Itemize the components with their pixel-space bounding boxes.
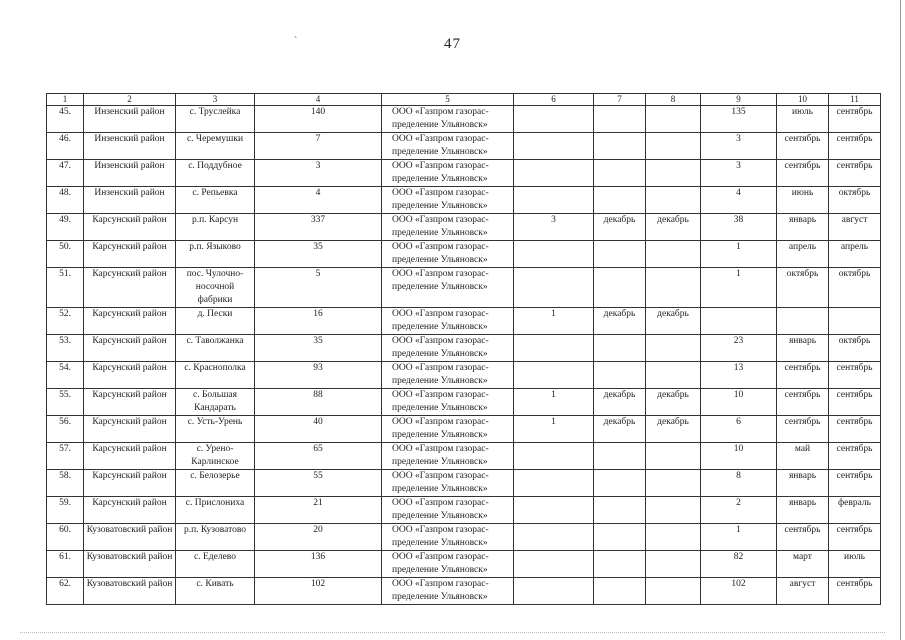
cell-c1: 62. <box>47 578 84 605</box>
table-row <box>47 187 881 214</box>
cell-c11: сентябрь <box>829 416 881 443</box>
cell-c1: 61. <box>47 551 84 578</box>
operator-cell <box>382 335 514 362</box>
cell-c8 <box>646 335 701 362</box>
page-edge-line <box>900 0 901 640</box>
cell-c6 <box>514 335 594 362</box>
operator-cell <box>382 133 514 160</box>
cell-c1: 57. <box>47 443 84 470</box>
cell-c10: июль <box>777 106 829 133</box>
operator-line-1: ООО «Газпром газорас- <box>392 134 489 144</box>
cell-c11: июль <box>829 551 881 578</box>
cell-c9: 3 <box>701 160 777 187</box>
operator-line-1: ООО «Газпром газорас- <box>392 471 489 481</box>
column-number-row <box>47 94 881 106</box>
operator-line-1: ООО «Газпром газорас- <box>392 363 489 373</box>
cell-c6 <box>514 106 594 133</box>
cell-c2: Кузоватовский район <box>84 551 176 578</box>
cell-c8 <box>646 443 701 470</box>
cell-c7 <box>594 362 646 389</box>
cell-c3: с. Труслейка <box>176 106 255 133</box>
column-number: 3 <box>176 94 255 106</box>
operator-line-2: пределение Ульяновск» <box>392 403 488 413</box>
scan-artifact-line <box>20 632 885 633</box>
operator-line-1: ООО «Газпром газорас- <box>392 161 489 171</box>
table-row <box>47 241 881 268</box>
table-row <box>47 416 881 443</box>
cell-c10: январь <box>777 497 829 524</box>
table-row <box>47 133 881 160</box>
column-number: 9 <box>701 94 777 106</box>
operator-line-1: ООО «Газпром газорас- <box>392 336 489 346</box>
cell-c7: декабрь <box>594 389 646 416</box>
cell-c7 <box>594 160 646 187</box>
cell-c11: апрель <box>829 241 881 268</box>
cell-c9: 10 <box>701 443 777 470</box>
column-number: 10 <box>777 94 829 106</box>
operator-line-2: пределение Ульяновск» <box>392 484 488 494</box>
cell-c6 <box>514 551 594 578</box>
operator-line-1: ООО «Газпром газорас- <box>392 242 489 252</box>
cell-c10: сентябрь <box>777 389 829 416</box>
operator-line-2: пределение Ульяновск» <box>392 511 488 521</box>
page-number: 47 <box>444 36 461 52</box>
cell-c3: д. Пески <box>176 308 255 335</box>
cell-c11: октябрь <box>829 268 881 308</box>
column-number: 8 <box>646 94 701 106</box>
cell-c6: 3 <box>514 214 594 241</box>
cell-c6 <box>514 497 594 524</box>
operator-line-2: пределение Ульяновск» <box>392 538 488 548</box>
cell-c4: 40 <box>255 416 382 443</box>
operator-line-2: пределение Ульяновск» <box>392 322 488 332</box>
cell-c8 <box>646 268 701 308</box>
cell-c3: с. Репьевка <box>176 187 255 214</box>
cell-c7 <box>594 106 646 133</box>
cell-c2: Карсунский район <box>84 241 176 268</box>
cell-c10: сентябрь <box>777 160 829 187</box>
cell-c4: 136 <box>255 551 382 578</box>
operator-cell <box>382 106 514 133</box>
cell-c4: 21 <box>255 497 382 524</box>
cell-c6 <box>514 268 594 308</box>
cell-c2: Инзенский район <box>84 133 176 160</box>
operator-line-2: пределение Ульяновск» <box>392 120 488 130</box>
operator-line-1: ООО «Газпром газорас- <box>392 390 489 400</box>
cell-c9: 13 <box>701 362 777 389</box>
cell-c9: 10 <box>701 389 777 416</box>
cell-c8: декабрь <box>646 389 701 416</box>
operator-cell <box>382 362 514 389</box>
table-row <box>47 106 881 133</box>
cell-c7 <box>594 335 646 362</box>
column-number: 4 <box>255 94 382 106</box>
table-row <box>47 497 881 524</box>
cell-c10: январь <box>777 335 829 362</box>
cell-c7: декабрь <box>594 416 646 443</box>
column-number: 7 <box>594 94 646 106</box>
cell-c10: сентябрь <box>777 524 829 551</box>
cell-c7 <box>594 497 646 524</box>
cell-c6 <box>514 160 594 187</box>
cell-c7 <box>594 443 646 470</box>
cell-c10: сентябрь <box>777 416 829 443</box>
cell-c2: Кузоватовский район <box>84 578 176 605</box>
table-row <box>47 362 881 389</box>
cell-c4: 102 <box>255 578 382 605</box>
cell-c9: 8 <box>701 470 777 497</box>
cell-c10: май <box>777 443 829 470</box>
cell-c2: Карсунский район <box>84 362 176 389</box>
cell-c1: 45. <box>47 106 84 133</box>
operator-line-1: ООО «Газпром газорас- <box>392 444 489 454</box>
cell-c3: р.п. Языково <box>176 241 255 268</box>
cell-c3: с. Еделево <box>176 551 255 578</box>
cell-c8 <box>646 187 701 214</box>
table-row <box>47 268 881 308</box>
cell-c11: сентябрь <box>829 160 881 187</box>
operator-line-1: ООО «Газпром газорас- <box>392 525 489 535</box>
table-row <box>47 308 881 335</box>
cell-c3: с. Кивать <box>176 578 255 605</box>
cell-c2: Инзенский район <box>84 160 176 187</box>
operator-cell <box>382 214 514 241</box>
cell-c6 <box>514 187 594 214</box>
cell-c1: 47. <box>47 160 84 187</box>
operator-line-1: ООО «Газпром газорас- <box>392 579 489 589</box>
operator-line-1: ООО «Газпром газорас- <box>392 215 489 225</box>
cell-c11: сентябрь <box>829 443 881 470</box>
cell-c7: декабрь <box>594 214 646 241</box>
table-row <box>47 578 881 605</box>
cell-c8: декабрь <box>646 308 701 335</box>
operator-line-2: пределение Ульяновск» <box>392 282 488 292</box>
cell-c2: Инзенский район <box>84 187 176 214</box>
cell-c7 <box>594 551 646 578</box>
cell-c8: декабрь <box>646 214 701 241</box>
operator-line-2: пределение Ульяновск» <box>392 457 488 467</box>
cell-c10: сентябрь <box>777 133 829 160</box>
cell-c9: 4 <box>701 187 777 214</box>
cell-c2: Карсунский район <box>84 389 176 416</box>
cell-c10: март <box>777 551 829 578</box>
operator-line-2: пределение Ульяновск» <box>392 228 488 238</box>
cell-c7: декабрь <box>594 308 646 335</box>
operator-cell <box>382 416 514 443</box>
cell-c6: 1 <box>514 416 594 443</box>
cell-c11: октябрь <box>829 335 881 362</box>
cell-c11: сентябрь <box>829 524 881 551</box>
column-number: 1 <box>47 94 84 106</box>
operator-line-1: ООО «Газпром газорас- <box>392 309 489 319</box>
cell-c1: 58. <box>47 470 84 497</box>
cell-c11: сентябрь <box>829 578 881 605</box>
operator-cell <box>382 578 514 605</box>
cell-c7 <box>594 187 646 214</box>
cell-c1: 59. <box>47 497 84 524</box>
cell-c2: Инзенский район <box>84 106 176 133</box>
cell-c8 <box>646 160 701 187</box>
cell-c1: 52. <box>47 308 84 335</box>
operator-line-1: ООО «Газпром газорас- <box>392 498 489 508</box>
cell-c11: февраль <box>829 497 881 524</box>
operator-line-1: ООО «Газпром газорас- <box>392 269 489 279</box>
cell-c10: январь <box>777 214 829 241</box>
cell-c1: 49. <box>47 214 84 241</box>
column-number: 5 <box>382 94 514 106</box>
gasification-schedule-table <box>46 93 881 605</box>
cell-c9: 102 <box>701 578 777 605</box>
table-row <box>47 214 881 241</box>
cell-c2: Карсунский район <box>84 308 176 335</box>
cell-c4: 337 <box>255 214 382 241</box>
operator-cell <box>382 268 514 308</box>
cell-c9: 1 <box>701 241 777 268</box>
cell-c1: 48. <box>47 187 84 214</box>
operator-cell <box>382 551 514 578</box>
operator-line-2: пределение Ульяновск» <box>392 201 488 211</box>
cell-c9: 82 <box>701 551 777 578</box>
table-row <box>47 389 881 416</box>
cell-c4: 35 <box>255 335 382 362</box>
cell-c8: декабрь <box>646 416 701 443</box>
scan-tick-mark: ` <box>294 36 298 47</box>
cell-c4: 4 <box>255 187 382 214</box>
table-row <box>47 335 881 362</box>
cell-c3: р.п. Карсун <box>176 214 255 241</box>
cell-c9 <box>701 308 777 335</box>
cell-c2: Карсунский район <box>84 268 176 308</box>
cell-c8 <box>646 551 701 578</box>
operator-line-2: пределение Ульяновск» <box>392 592 488 602</box>
cell-c9: 2 <box>701 497 777 524</box>
cell-c7 <box>594 524 646 551</box>
cell-c9: 23 <box>701 335 777 362</box>
cell-c4: 93 <box>255 362 382 389</box>
cell-c7 <box>594 133 646 160</box>
operator-line-2: пределение Ульяновск» <box>392 430 488 440</box>
operator-line-1: ООО «Газпром газорас- <box>392 107 489 117</box>
cell-c4: 55 <box>255 470 382 497</box>
cell-c3: с. Урено-Карлинское <box>176 443 255 470</box>
cell-c11: август <box>829 214 881 241</box>
table-row <box>47 551 881 578</box>
operator-cell <box>382 443 514 470</box>
operator-line-2: пределение Ульяновск» <box>392 349 488 359</box>
operator-cell <box>382 389 514 416</box>
operator-line-2: пределение Ульяновск» <box>392 565 488 575</box>
cell-c10: октябрь <box>777 268 829 308</box>
cell-c11: сентябрь <box>829 470 881 497</box>
operator-line-2: пределение Ульяновск» <box>392 147 488 157</box>
operator-line-1: ООО «Газпром газорас- <box>392 552 489 562</box>
cell-c2: Кузоватовский район <box>84 524 176 551</box>
cell-c6: 1 <box>514 308 594 335</box>
cell-c6 <box>514 524 594 551</box>
cell-c3: с. Прислониха <box>176 497 255 524</box>
cell-c3: с. Таволжанка <box>176 335 255 362</box>
cell-c4: 88 <box>255 389 382 416</box>
cell-c1: 56. <box>47 416 84 443</box>
operator-cell <box>382 308 514 335</box>
cell-c2: Карсунский район <box>84 416 176 443</box>
cell-c3: с. Белозерье <box>176 470 255 497</box>
operator-line-1: ООО «Газпром газорас- <box>392 417 489 427</box>
table-row <box>47 524 881 551</box>
cell-c10: август <box>777 578 829 605</box>
cell-c7 <box>594 268 646 308</box>
cell-c2: Карсунский район <box>84 214 176 241</box>
cell-c4: 20 <box>255 524 382 551</box>
table-row <box>47 470 881 497</box>
cell-c3: с. Краснополка <box>176 362 255 389</box>
cell-c3: пос. Чулочно-носочной фабрики <box>176 268 255 308</box>
cell-c4: 140 <box>255 106 382 133</box>
table-row <box>47 160 881 187</box>
cell-c8 <box>646 497 701 524</box>
cell-c8 <box>646 470 701 497</box>
column-number: 2 <box>84 94 176 106</box>
cell-c9: 1 <box>701 524 777 551</box>
cell-c1: 53. <box>47 335 84 362</box>
cell-c9: 38 <box>701 214 777 241</box>
cell-c1: 55. <box>47 389 84 416</box>
cell-c2: Карсунский район <box>84 443 176 470</box>
cell-c4: 65 <box>255 443 382 470</box>
operator-cell <box>382 524 514 551</box>
cell-c8 <box>646 362 701 389</box>
cell-c9: 6 <box>701 416 777 443</box>
cell-c3: р.п. Кузоватово <box>176 524 255 551</box>
cell-c8 <box>646 106 701 133</box>
cell-c8 <box>646 133 701 160</box>
table-row <box>47 443 881 470</box>
operator-cell <box>382 497 514 524</box>
cell-c6 <box>514 470 594 497</box>
cell-c8 <box>646 524 701 551</box>
cell-c8 <box>646 578 701 605</box>
operator-cell <box>382 160 514 187</box>
cell-c1: 51. <box>47 268 84 308</box>
cell-c1: 60. <box>47 524 84 551</box>
cell-c6 <box>514 443 594 470</box>
cell-c1: 50. <box>47 241 84 268</box>
operator-line-1: ООО «Газпром газорас- <box>392 188 489 198</box>
cell-c10: июнь <box>777 187 829 214</box>
cell-c7 <box>594 470 646 497</box>
cell-c1: 54. <box>47 362 84 389</box>
cell-c11: сентябрь <box>829 106 881 133</box>
cell-c2: Карсунский район <box>84 470 176 497</box>
cell-c9: 3 <box>701 133 777 160</box>
cell-c8 <box>646 241 701 268</box>
operator-cell <box>382 187 514 214</box>
cell-c6: 1 <box>514 389 594 416</box>
cell-c6 <box>514 578 594 605</box>
cell-c1: 46. <box>47 133 84 160</box>
cell-c4: 35 <box>255 241 382 268</box>
cell-c3: с. Большая Кандарать <box>176 389 255 416</box>
cell-c11: октябрь <box>829 187 881 214</box>
cell-c4: 7 <box>255 133 382 160</box>
cell-c7 <box>594 241 646 268</box>
cell-c10: сентябрь <box>777 362 829 389</box>
cell-c11: сентябрь <box>829 362 881 389</box>
operator-cell <box>382 241 514 268</box>
cell-c11 <box>829 308 881 335</box>
operator-line-2: пределение Ульяновск» <box>392 376 488 386</box>
cell-c3: с. Поддубное <box>176 160 255 187</box>
cell-c9: 135 <box>701 106 777 133</box>
cell-c11: сентябрь <box>829 389 881 416</box>
cell-c4: 5 <box>255 268 382 308</box>
cell-c9: 1 <box>701 268 777 308</box>
column-number: 6 <box>514 94 594 106</box>
cell-c10: январь <box>777 470 829 497</box>
cell-c7 <box>594 578 646 605</box>
cell-c2: Карсунский район <box>84 497 176 524</box>
operator-line-2: пределение Ульяновск» <box>392 174 488 184</box>
cell-c6 <box>514 362 594 389</box>
cell-c3: с. Черемушки <box>176 133 255 160</box>
cell-c6 <box>514 241 594 268</box>
cell-c3: с. Усть-Урень <box>176 416 255 443</box>
cell-c10: апрель <box>777 241 829 268</box>
operator-cell <box>382 470 514 497</box>
cell-c2: Карсунский район <box>84 335 176 362</box>
cell-c4: 16 <box>255 308 382 335</box>
column-number: 11 <box>829 94 881 106</box>
cell-c10 <box>777 308 829 335</box>
cell-c4: 3 <box>255 160 382 187</box>
cell-c11: сентябрь <box>829 133 881 160</box>
cell-c6 <box>514 133 594 160</box>
operator-line-2: пределение Ульяновск» <box>392 255 488 265</box>
